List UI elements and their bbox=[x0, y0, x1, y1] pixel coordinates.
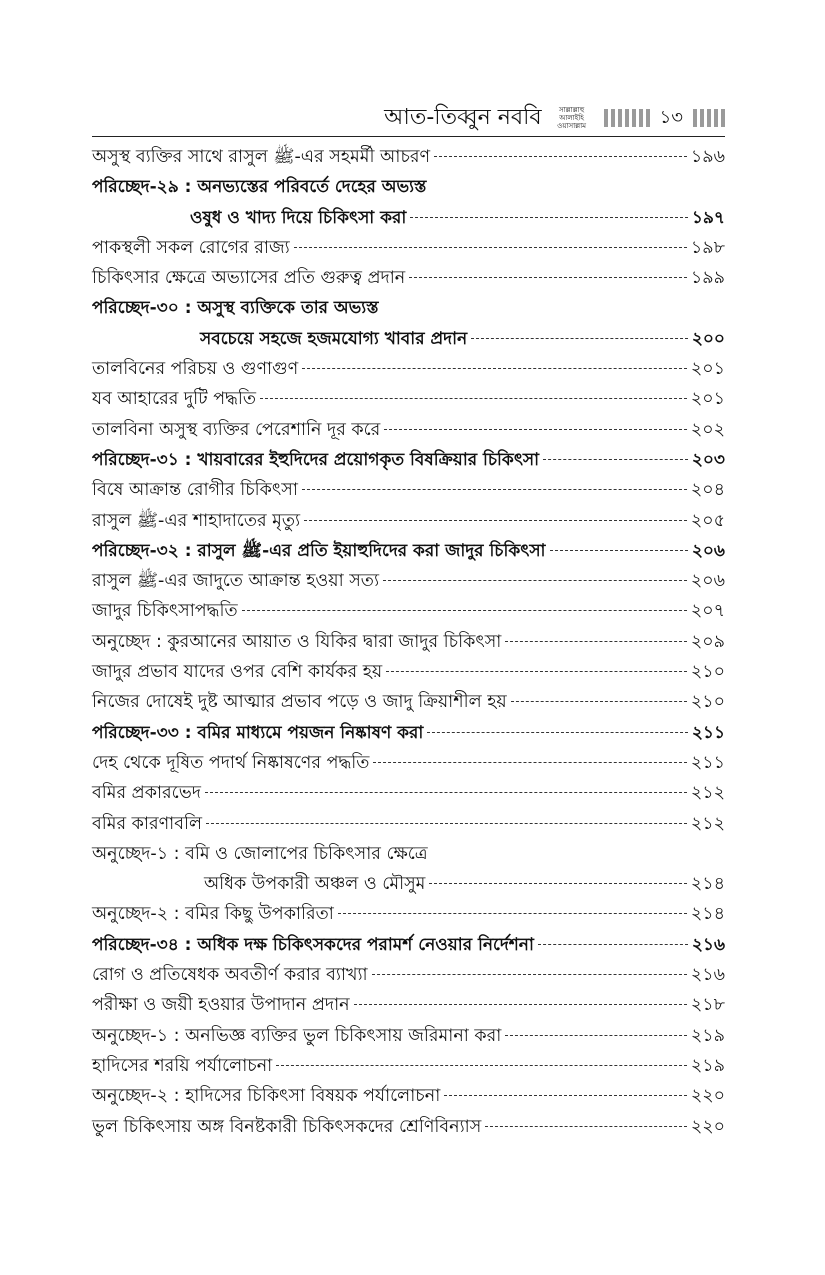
toc-entry bbox=[92, 1112, 725, 1142]
toc-entry-title: পরিচ্ছেদ-৩৪ : অধিক দক্ষ চিকিৎসকদের পরামর্শ নেওয়ার নির্দেশনা bbox=[92, 934, 534, 955]
toc-entry-page: ২১৬ bbox=[690, 965, 725, 986]
toc-entry bbox=[92, 778, 725, 808]
dot-leader bbox=[409, 277, 687, 278]
toc-entry bbox=[92, 627, 725, 657]
toc-entry-title: অনুচ্ছেদ-১ : অনভিজ্ঞ ব্যক্তির ভুল চিকিৎসায় জরিমানা করা bbox=[92, 1025, 502, 1046]
header-ornament-right bbox=[693, 109, 725, 127]
header-ornament-left bbox=[604, 109, 650, 127]
toc-entry-title: চিকিৎসার ক্ষেত্রে অভ্যাসের প্রতি গুরুত্ব প্রদান bbox=[92, 268, 406, 289]
toc-entry-title: রাসুল ﷺ-এর শাহাদাতের মৃত্যু bbox=[92, 510, 301, 531]
toc-entry-page: ২০৫ bbox=[690, 510, 725, 531]
toc-entry-title: সবচেয়ে সহজে হজমযোগ্য খাবার প্রদান bbox=[200, 328, 468, 349]
toc-entry-page: ২১৬ bbox=[691, 934, 725, 955]
dot-leader bbox=[485, 1126, 687, 1127]
toc-entry-title: হাদিসের শরয়ি পর্যালোচনা bbox=[92, 1055, 273, 1076]
toc-entry-page: ২১৪ bbox=[690, 874, 725, 895]
toc-entry-page: ২০৭ bbox=[690, 601, 725, 622]
toc-entry bbox=[92, 415, 725, 445]
dot-leader bbox=[505, 1035, 687, 1036]
toc-entry-page: ২০৩ bbox=[691, 449, 725, 470]
toc-entry-title: অনুচ্ছেদ-২ : হাদিসের চিকিৎসা বিষয়ক পর্যালোচনা bbox=[92, 1086, 441, 1107]
toc-entry bbox=[92, 324, 725, 354]
toc-entry-title: তালবিনা অসুস্থ ব্যক্তির পেরেশানি দূর করে bbox=[92, 419, 381, 440]
book-title: আত-তিব্বুন নববি bbox=[384, 104, 542, 130]
toc-entry-title: অসুস্থ ব্যক্তির সাথে রাসুল ﷺ-এর সহমর্মী আচরণ bbox=[92, 147, 431, 167]
toc-entry bbox=[92, 293, 725, 323]
toc-entry-page: ২১৯ bbox=[690, 1055, 725, 1076]
toc-entry-title: জাদুর প্রভাব যাদের ওপর বেশি কার্যকর হয় bbox=[92, 662, 383, 683]
dot-leader bbox=[383, 580, 687, 581]
toc-entry-title: বমির কারণাবলি bbox=[92, 813, 203, 834]
toc-entry bbox=[92, 233, 725, 263]
dot-leader bbox=[550, 550, 688, 551]
toc-entry bbox=[92, 566, 725, 596]
running-header bbox=[92, 100, 725, 137]
toc-entry-page: ২১২ bbox=[690, 783, 725, 804]
toc-entry-title: ওষুধ ও খাদ্য দিয়ে চিকিৎসা করা bbox=[190, 207, 407, 228]
toc-entry-page: ২০১ bbox=[690, 389, 725, 410]
toc-entry-page: ২১৪ bbox=[690, 904, 725, 925]
toc-entry bbox=[92, 172, 725, 202]
dot-leader bbox=[338, 913, 687, 914]
toc-entry-title: পরিচ্ছেদ-৩২ : রাসুল ﷺ-এর প্রতি ইয়াহুদিদের করা জাদুর চিকিৎসা bbox=[92, 540, 546, 561]
dot-leader bbox=[505, 641, 687, 642]
toc-entry-page: ১৯৬ bbox=[690, 147, 725, 167]
toc-entry-title: দেহ থেকে দূষিত পদার্থ নিষ্কাষণের পদ্ধতি bbox=[92, 752, 370, 773]
toc-entry-title: পাকস্থলী সকল রোগের রাজ্য bbox=[92, 237, 290, 258]
dot-leader bbox=[543, 459, 688, 460]
dot-leader bbox=[276, 1065, 687, 1066]
toc-entry-title: রাসুল ﷺ-এর জাদুতে আক্রান্ত হওয়া সত্য bbox=[92, 571, 380, 592]
dot-leader bbox=[434, 156, 687, 157]
dot-leader bbox=[304, 520, 687, 521]
toc-entry-page: ১৯৭ bbox=[691, 207, 725, 228]
toc-entry-page: ২১৮ bbox=[690, 995, 725, 1016]
toc-entry bbox=[92, 203, 725, 233]
dot-leader bbox=[354, 1004, 687, 1005]
toc-entry-page: ২০০ bbox=[691, 328, 725, 349]
dot-leader bbox=[373, 762, 686, 763]
toc-entry bbox=[92, 384, 725, 414]
toc-entry bbox=[92, 839, 725, 869]
page-number: ১৩ bbox=[659, 106, 683, 128]
toc-entry-title: অনুচ্ছেদ-২ : বমির কিছু উপকারিতা bbox=[92, 904, 334, 925]
toc-entry bbox=[92, 990, 725, 1020]
toc-entry bbox=[92, 596, 725, 626]
toc-entry bbox=[92, 263, 725, 293]
toc-entry-page: ২০১ bbox=[690, 359, 725, 380]
toc-entry-page: ২২০ bbox=[690, 1086, 725, 1107]
toc-entry-title: নিজের দোষেই দুষ্ট আত্মার প্রভাব পড়ে ও জাদু ক্রিয়াশীল হয় bbox=[92, 692, 507, 713]
dot-leader bbox=[242, 610, 687, 611]
toc-entry-page: ২১১ bbox=[691, 722, 725, 743]
toc-entry-page: ২১২ bbox=[690, 813, 725, 834]
toc-entry-page: ২১৯ bbox=[690, 1025, 725, 1046]
toc-entry-title: রোগ ও প্রতিষেধক অবতীর্ণ করার ব্যাখ্যা bbox=[92, 965, 368, 986]
toc-entry-page: ২০৪ bbox=[690, 480, 725, 501]
toc-entry bbox=[92, 960, 725, 990]
toc-entry-page: ২০২ bbox=[690, 419, 725, 440]
dot-leader bbox=[294, 247, 687, 248]
toc-entry bbox=[92, 354, 725, 384]
toc-entry bbox=[92, 1081, 725, 1111]
dot-leader bbox=[427, 732, 688, 733]
toc-entry-title: যব আহারের দুটি পদ্ধতি bbox=[92, 389, 257, 410]
toc-entry-page: ২১০ bbox=[690, 662, 725, 683]
toc-entry-title: পরিচ্ছেদ-৩১ : খায়বারের ইহুদিদের প্রয়োগকৃত বিষক্রিয়ার চিকিৎসা bbox=[92, 449, 540, 470]
dot-leader bbox=[302, 489, 687, 490]
toc-entry bbox=[92, 1021, 725, 1051]
toc-entry-title: জাদুর চিকিৎসাপদ্ধতি bbox=[92, 601, 238, 622]
toc-entry bbox=[92, 687, 725, 717]
toc-entry bbox=[92, 1051, 725, 1081]
dot-leader bbox=[511, 701, 687, 702]
dot-leader bbox=[260, 398, 687, 399]
dot-leader bbox=[444, 1095, 687, 1096]
dot-leader bbox=[410, 217, 688, 218]
toc-entry bbox=[92, 536, 725, 566]
toc-entry-page: ২১০ bbox=[690, 692, 725, 713]
dot-leader bbox=[538, 944, 688, 945]
toc-entry bbox=[92, 809, 725, 839]
toc-entry-title: ভুল চিকিৎসায় অঙ্গ বিনষ্টকারী চিকিৎসকদের শ্রেণিবিন্যাস bbox=[92, 1116, 482, 1137]
toc-entry-title: পরিচ্ছেদ-৩৩ : বমির মাধ্যমে পয়জন নিষ্কাষণ করা bbox=[92, 722, 424, 743]
toc-entry-page: ২১১ bbox=[690, 752, 725, 773]
dot-leader bbox=[205, 792, 687, 793]
toc-entry bbox=[92, 142, 725, 172]
toc-entry bbox=[92, 869, 725, 899]
dot-leader bbox=[372, 974, 687, 975]
toc-entry-page: ১৯৯ bbox=[690, 268, 725, 289]
table-of-contents bbox=[92, 142, 725, 1142]
toc-entry-page: ১৯৮ bbox=[690, 237, 725, 258]
toc-entry-title: তালবিনের পরিচয় ও গুণাগুণ bbox=[92, 359, 299, 380]
dot-leader bbox=[429, 883, 687, 884]
dot-leader bbox=[302, 368, 687, 369]
dot-leader bbox=[471, 338, 688, 339]
toc-entry-title: পরিচ্ছেদ-৩০ : অসুস্থ ব্যক্তিকে তার অভ্যস্ত bbox=[92, 298, 379, 319]
toc-entry-page: ২২০ bbox=[690, 1116, 725, 1137]
toc-entry bbox=[92, 506, 725, 536]
toc-entry-page: ২০৬ bbox=[691, 540, 725, 561]
toc-entry bbox=[92, 657, 725, 687]
dot-leader bbox=[206, 823, 687, 824]
toc-entry-page: ২০৯ bbox=[690, 631, 725, 652]
dot-leader bbox=[384, 429, 687, 430]
toc-entry bbox=[92, 930, 725, 960]
toc-entry-title: পরীক্ষা ও জয়ী হওয়ার উপাদান প্রদান bbox=[92, 995, 350, 1016]
toc-entry bbox=[92, 475, 725, 505]
toc-entry bbox=[92, 899, 725, 929]
toc-entry-title: বিষে আক্রান্ত রোগীর চিকিৎসা bbox=[92, 480, 298, 501]
toc-entry bbox=[92, 718, 725, 748]
toc-entry-title: বমির প্রকারভেদ bbox=[92, 783, 201, 804]
dot-leader bbox=[386, 671, 687, 672]
toc-entry-title: পরিচ্ছেদ-২৯ : অনভ্যস্তের পরিবর্তে দেহের অভ্যস্ত bbox=[92, 177, 427, 198]
honorific-calligraphy: সাল্লাল্লাহু আলাইহি ওয়াসাল্লাম bbox=[557, 106, 587, 130]
toc-entry-page: ২০৬ bbox=[690, 571, 725, 592]
toc-entry-title: অনুচ্ছেদ-১ : বমি ও জোলাপের চিকিৎসার ক্ষেত্রে bbox=[92, 843, 428, 864]
toc-entry bbox=[92, 748, 725, 778]
toc-entry-title: অধিক উপকারী অঞ্চল ও মৌসুম bbox=[204, 874, 426, 895]
toc-entry-title: অনুচ্ছেদ : কুরআনের আয়াত ও যিকির দ্বারা জাদুর চিকিৎসা bbox=[92, 631, 502, 652]
toc-entry bbox=[92, 445, 725, 475]
